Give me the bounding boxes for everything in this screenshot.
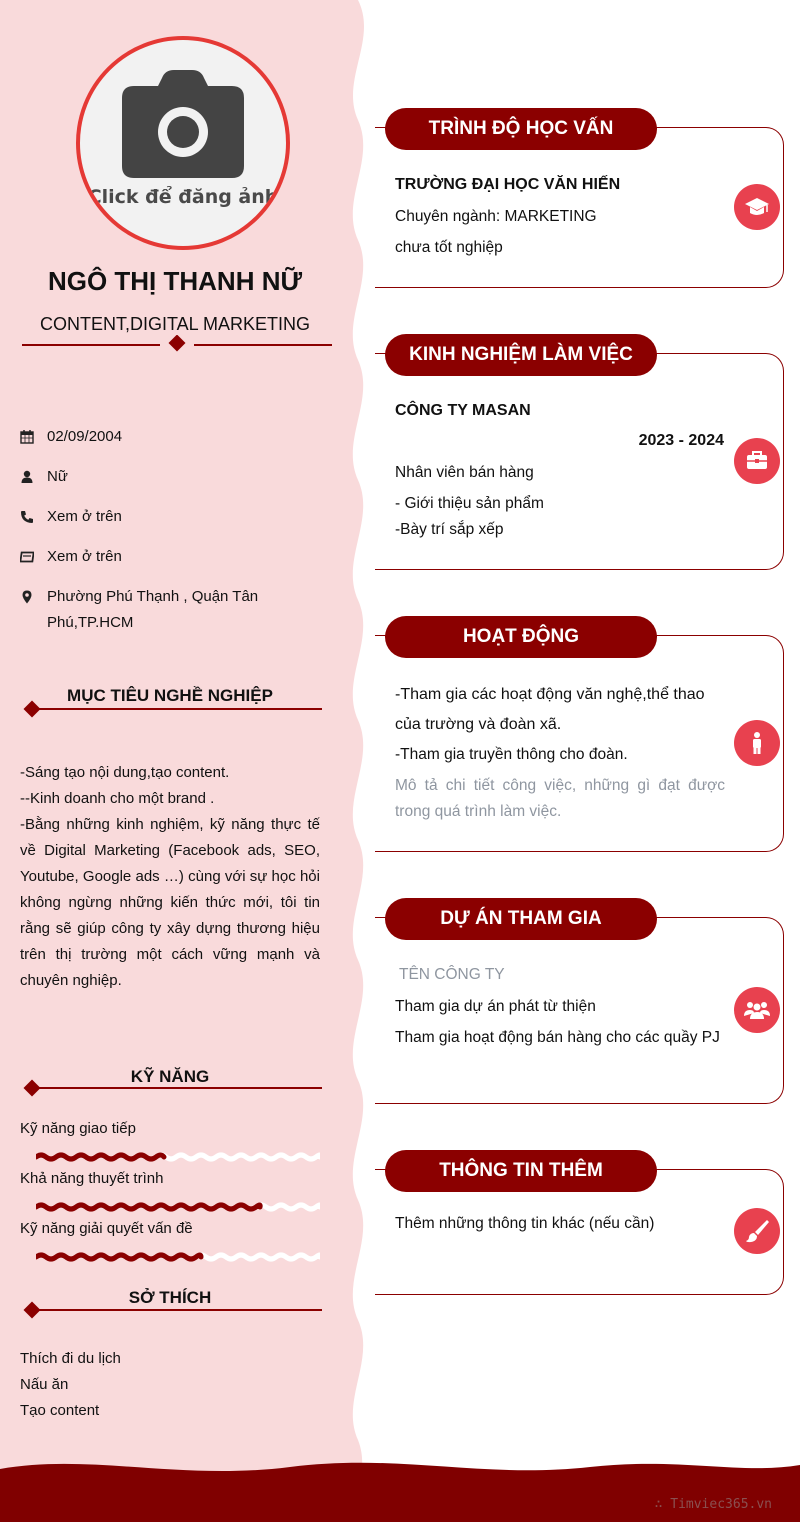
contact-gender bbox=[20, 464, 320, 490]
contact-birthday bbox=[20, 424, 320, 450]
hobbies-list[interactable] bbox=[20, 1346, 320, 1424]
contact-address bbox=[20, 584, 320, 636]
calendar-icon bbox=[20, 430, 34, 444]
birthday-value[interactable]: 02/09/2004 bbox=[47, 428, 123, 445]
experience-task[interactable]: -Bày trí sắp xếp bbox=[395, 521, 504, 538]
briefcase-icon bbox=[734, 438, 780, 484]
skill-name[interactable]: Kỹ năng giao tiếp bbox=[20, 1120, 136, 1137]
hobbies-title[interactable]: SỞ THÍCH bbox=[128, 1288, 212, 1307]
education-major[interactable]: Chuyên ngành: MARKETING bbox=[395, 208, 597, 225]
objective-line: --Kinh doanh cho một brand . bbox=[20, 790, 215, 807]
experience-task[interactable]: - Giới thiệu sản phẩm bbox=[395, 495, 544, 512]
address-line-1[interactable]: Phường Phú Thạnh , Quận Tân bbox=[47, 588, 259, 605]
experience-period[interactable]: 2023 - 2024 bbox=[638, 432, 724, 449]
person-icon bbox=[734, 720, 780, 766]
skill-bar-fill bbox=[36, 1205, 260, 1209]
name-divider bbox=[22, 335, 332, 355]
objective-title[interactable]: MỤC TIÊU NGHỀ NGHIỆP bbox=[67, 686, 273, 705]
objective-divider bbox=[22, 699, 322, 719]
experience-icon-badge bbox=[734, 438, 780, 484]
activities-line-1[interactable]: -Tham gia các hoạt động văn nghệ,thể thao của trường và đoàn xã. bbox=[395, 686, 705, 733]
objective-text[interactable] bbox=[20, 760, 320, 994]
users-icon bbox=[734, 987, 780, 1033]
email-value[interactable]: Xem ở trên bbox=[47, 548, 122, 565]
education-school[interactable]: TRƯỜNG ĐẠI HỌC VĂN HIẾN bbox=[395, 176, 621, 193]
phone-icon bbox=[20, 510, 34, 524]
contact-phone bbox=[20, 504, 320, 530]
skill-level-bar bbox=[36, 1250, 320, 1264]
projects-line-2[interactable]: Tham gia hoạt động bán hàng cho các quầy PJ bbox=[395, 1029, 720, 1046]
projects-title[interactable]: DỰ ÁN THAM GIA bbox=[385, 898, 657, 940]
extra-info-icon-badge bbox=[734, 1208, 780, 1254]
education-status[interactable]: chưa tốt nghiệp bbox=[395, 239, 503, 256]
skill-level-bar bbox=[36, 1150, 320, 1164]
address-line-2[interactable]: Phú,TP.HCM bbox=[47, 614, 134, 631]
footer-brand[interactable]: ∴ Timviec365.vn bbox=[654, 1497, 772, 1512]
hobby-item: Thích đi du lịch bbox=[20, 1350, 121, 1367]
phone-value[interactable]: Xem ở trên bbox=[47, 508, 122, 525]
skills-title[interactable]: KỸ NĂNG bbox=[130, 1067, 210, 1086]
experience-role[interactable]: Nhân viên bán hàng bbox=[395, 464, 534, 481]
user-icon bbox=[20, 470, 34, 484]
gender-value[interactable]: Nữ bbox=[47, 468, 68, 485]
hobby-item: Nấu ăn bbox=[20, 1376, 69, 1393]
extra-info-text[interactable]: Thêm những thông tin khác (nếu cần) bbox=[395, 1215, 655, 1232]
skill-name[interactable]: Khả năng thuyết trình bbox=[20, 1170, 164, 1187]
education-icon-badge bbox=[734, 184, 780, 230]
projects-icon-badge bbox=[734, 987, 780, 1033]
extra-info-title[interactable]: THÔNG TIN THÊM bbox=[385, 1150, 657, 1192]
candidate-position[interactable]: CONTENT,DIGITAL MARKETING bbox=[39, 314, 311, 334]
projects-company-placeholder[interactable]: TÊN CÔNG TY bbox=[399, 966, 505, 983]
activities-line-2[interactable]: -Tham gia truyền thông cho đoàn. bbox=[395, 746, 628, 763]
candidate-name[interactable]: NGÔ THỊ THANH NỮ bbox=[47, 266, 303, 296]
hobby-item: Tạo content bbox=[20, 1402, 100, 1419]
experience-title[interactable]: KINH NGHIỆM LÀM VIỆC bbox=[385, 334, 657, 376]
education-title[interactable]: TRÌNH ĐỘ HỌC VẤN bbox=[385, 108, 657, 150]
paint-brush-icon bbox=[734, 1208, 780, 1254]
objective-line: -Sáng tạo nội dung,tạo content. bbox=[20, 764, 230, 781]
camera-icon bbox=[120, 70, 246, 180]
skill-level-bar bbox=[36, 1200, 320, 1214]
skill-name[interactable]: Kỹ năng giải quyết vấn đề bbox=[20, 1220, 193, 1237]
contact-email bbox=[20, 544, 320, 570]
envelope-icon bbox=[20, 550, 34, 564]
avatar-upload[interactable] bbox=[76, 36, 290, 250]
graduation-cap-icon bbox=[734, 184, 780, 230]
skill-bar-fill bbox=[36, 1255, 201, 1259]
hobbies-divider bbox=[22, 1300, 322, 1320]
activities-placeholder[interactable]: Mô tả chi tiết công việc, những gì đạt được trong quá trình làm việc. bbox=[395, 777, 725, 820]
activities-icon-badge bbox=[734, 720, 780, 766]
map-marker-icon bbox=[20, 590, 34, 604]
skills-divider bbox=[22, 1078, 322, 1098]
avatar-upload-label: Click để đăng ảnh bbox=[87, 186, 279, 208]
objective-line: -Bằng những kinh nghiệm, kỹ năng thực tế về Digital Marketing (Facebook ads, SEO, Youtube, Google ads …) cùng với sự học hỏi không ngừng những kiến thức mới, tôi tin rằng sẽ giúp công ty xây dựng thương hiệu trên thị trường một cách vững mạnh và chuyên nghiệp. bbox=[20, 816, 320, 989]
projects-line-1[interactable]: Tham gia dự án phát từ thiện bbox=[395, 998, 596, 1015]
activities-title[interactable]: HOẠT ĐỘNG bbox=[385, 616, 657, 658]
experience-company[interactable]: CÔNG TY MASAN bbox=[395, 402, 531, 419]
skill-bar-fill bbox=[36, 1155, 164, 1159]
